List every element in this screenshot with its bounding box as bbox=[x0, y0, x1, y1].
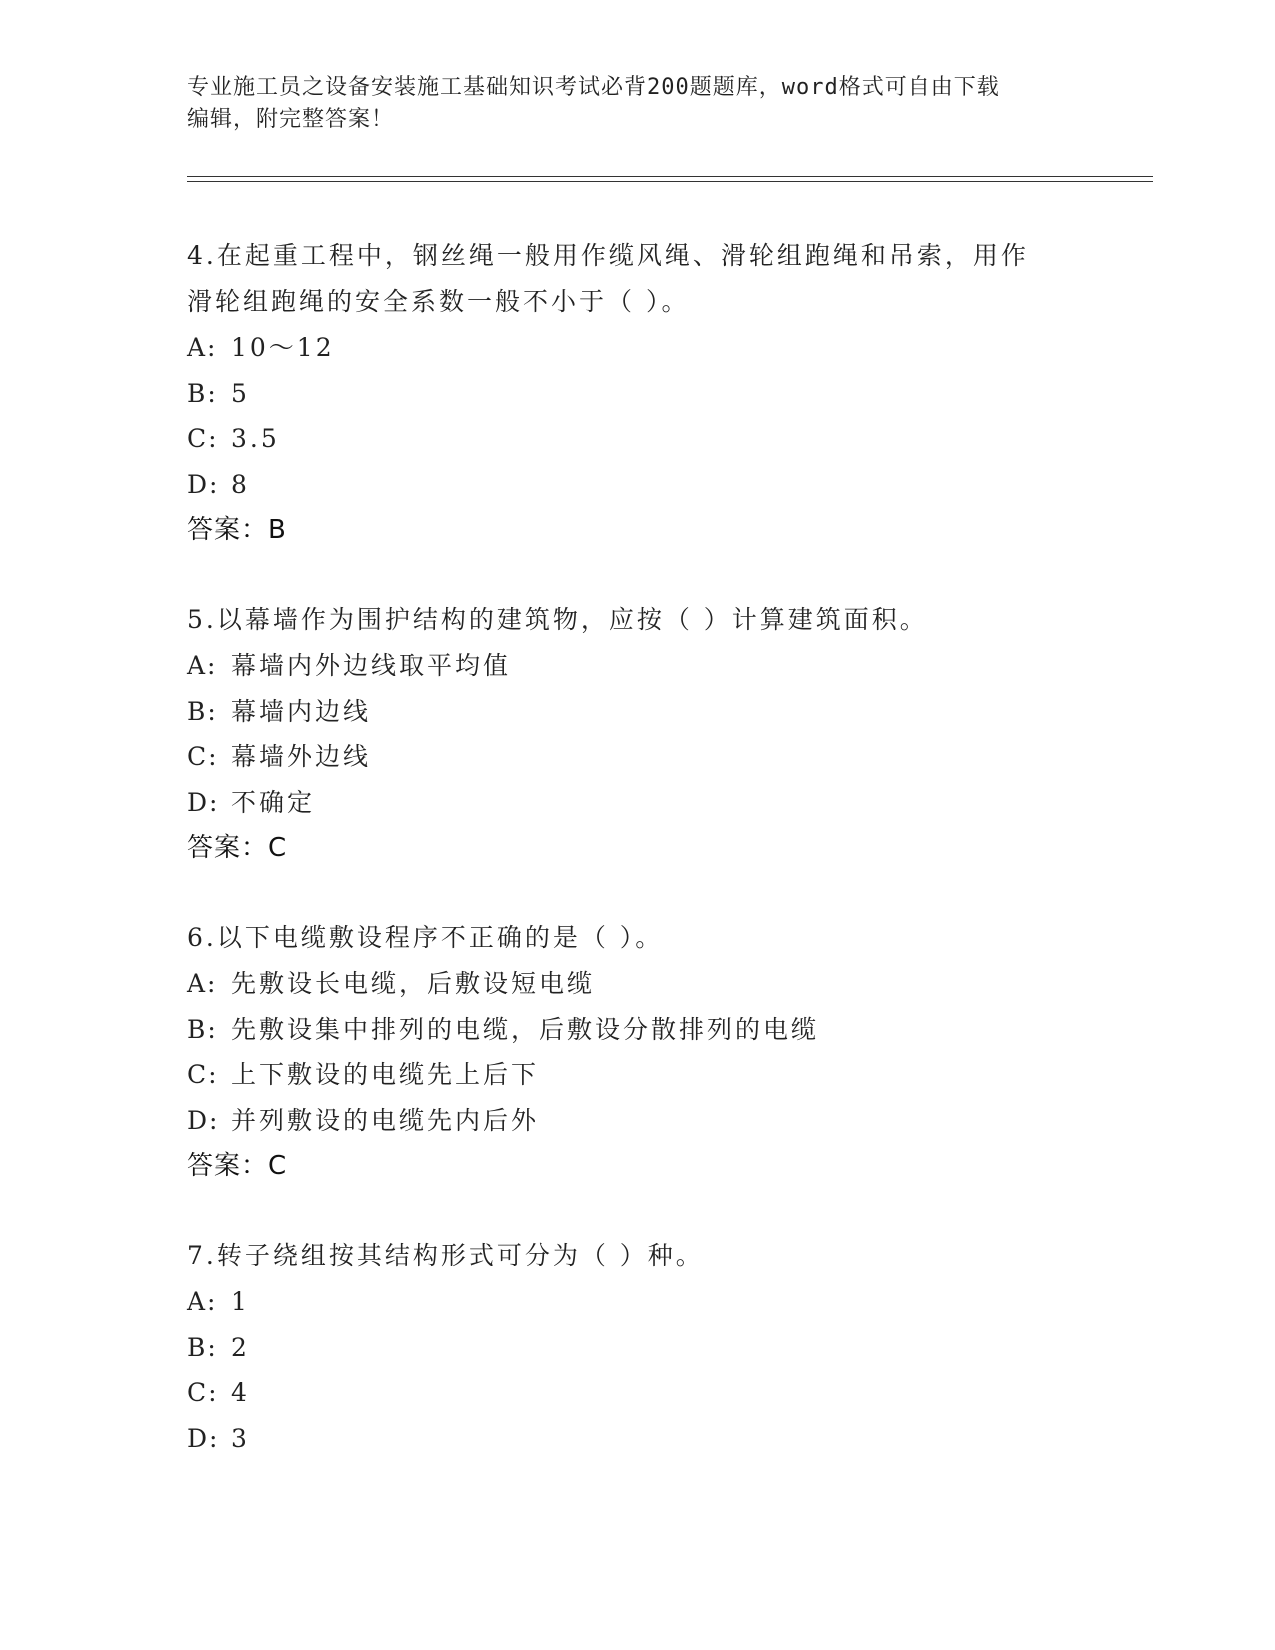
option-text: 并列敷设的电缆先内后外 bbox=[231, 1105, 540, 1135]
option-letter: B: bbox=[187, 696, 218, 726]
question-stem-line-1: 7.转子绕组按其结构形式可分为（ ）种。 bbox=[187, 1241, 704, 1270]
question-stem-line-1: 6.以下电缆敷设程序不正确的是（ ）。 bbox=[187, 923, 664, 952]
option-text: 上下敷设的电缆先上后下 bbox=[231, 1060, 540, 1089]
option-letter: D: bbox=[187, 1105, 220, 1135]
option-letter: D: bbox=[187, 787, 220, 817]
option-text: 1 bbox=[231, 1287, 250, 1316]
option-letter: A: bbox=[187, 333, 218, 362]
header-title-line-1: 专业施工员之设备安装施工基础知识考试必背200题题库，word格式可自由下载 bbox=[187, 75, 1000, 100]
option-text: 4 bbox=[231, 1378, 250, 1407]
header-divider-top bbox=[187, 176, 1153, 177]
option-letter: A: bbox=[187, 969, 218, 998]
answer-line: 答案：C bbox=[187, 1151, 288, 1181]
question-stem-line-1: 4.在起重工程中，钢丝绳一般用作缆风绳、滑轮组跑绳和吊索，用作 bbox=[187, 241, 1029, 270]
option-letter: C: bbox=[187, 1378, 219, 1407]
option-a bbox=[187, 1279, 1067, 1325]
option-letter: C: bbox=[187, 1060, 219, 1089]
option-letter: A: bbox=[187, 651, 218, 680]
option-letter: B: bbox=[187, 1014, 218, 1044]
option-text: 10～12 bbox=[231, 333, 335, 362]
option-letter: C: bbox=[187, 742, 219, 771]
option-a bbox=[187, 961, 1067, 1007]
option-letter: C: bbox=[187, 424, 219, 453]
question-6 bbox=[187, 915, 1067, 1189]
option-d bbox=[187, 462, 1067, 508]
option-c bbox=[187, 1052, 1067, 1098]
header-divider-bottom bbox=[187, 181, 1153, 182]
option-letter: B: bbox=[187, 1332, 218, 1362]
option-letter: A: bbox=[187, 1287, 218, 1316]
option-d bbox=[187, 1098, 1067, 1144]
option-b bbox=[187, 371, 1067, 417]
option-text: 先敷设长电缆，后敷设短电缆 bbox=[231, 969, 596, 998]
option-a bbox=[187, 325, 1067, 371]
question-7 bbox=[187, 1233, 1067, 1461]
option-b bbox=[187, 689, 1067, 735]
option-text: 3 bbox=[231, 1423, 250, 1453]
option-c bbox=[187, 734, 1067, 780]
option-letter: B: bbox=[187, 378, 218, 408]
option-text: 2 bbox=[231, 1332, 250, 1362]
option-text: 幕墙外边线 bbox=[231, 742, 372, 771]
answer-line: 答案：B bbox=[187, 515, 287, 545]
option-b bbox=[187, 1007, 1067, 1053]
option-c bbox=[187, 416, 1067, 462]
option-text: 幕墙内外边线取平均值 bbox=[231, 651, 512, 680]
option-d bbox=[187, 1416, 1067, 1462]
question-5 bbox=[187, 597, 1067, 871]
answer-line: 答案：C bbox=[187, 833, 288, 863]
document-header bbox=[187, 72, 1067, 136]
header-title-line-2: 编辑，附完整答案！ bbox=[187, 107, 395, 132]
option-letter: D: bbox=[187, 469, 220, 499]
option-text: 3.5 bbox=[231, 424, 280, 453]
option-text: 先敷设集中排列的电缆，后敷设分散排列的电缆 bbox=[231, 1014, 820, 1044]
option-text: 5 bbox=[231, 378, 250, 408]
option-letter: D: bbox=[187, 1423, 220, 1453]
question-4 bbox=[187, 233, 1067, 553]
option-c bbox=[187, 1370, 1067, 1416]
option-b bbox=[187, 1325, 1067, 1371]
option-text: 8 bbox=[231, 469, 250, 499]
option-d bbox=[187, 780, 1067, 826]
option-text: 幕墙内边线 bbox=[231, 696, 372, 726]
option-text: 不确定 bbox=[231, 787, 316, 817]
question-stem-line-2: 滑轮组跑绳的安全系数一般不小于（ ）。 bbox=[187, 287, 690, 316]
question-stem-line-1: 5.以幕墙作为围护结构的建筑物，应按（ ）计算建筑面积。 bbox=[187, 605, 928, 634]
option-a bbox=[187, 643, 1067, 689]
